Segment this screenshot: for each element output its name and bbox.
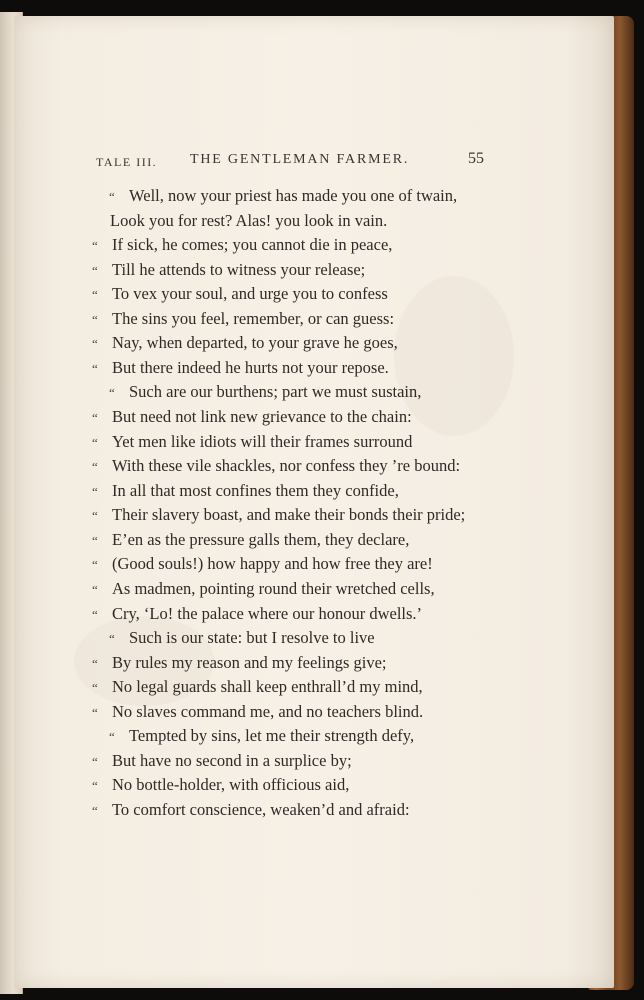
verse-line xyxy=(92,775,349,799)
verse-line-text: In all that most confines them they confide, xyxy=(112,480,399,500)
verse-line-text: Till he attends to witness your release; xyxy=(112,259,366,279)
paper-stain xyxy=(394,276,514,436)
verse-line-text: By rules my reason and my feelings give; xyxy=(112,652,387,672)
opening-quote-mark: “ xyxy=(92,508,98,524)
verse-line-text: Such is our state: but I resolve to live xyxy=(129,628,375,648)
verse-line-text: The sins you feel, remember, or can guess: xyxy=(112,308,395,328)
verse-line xyxy=(109,382,421,406)
verse-line xyxy=(109,186,457,210)
verse-line xyxy=(92,235,392,259)
verse-line-text: But there indeed he hurts not your repose. xyxy=(112,357,389,377)
verse-line xyxy=(92,800,410,824)
opening-quote-mark: “ xyxy=(92,753,98,769)
verse-line-text: No slaves command me, and no teachers blind. xyxy=(112,701,424,721)
verse-line xyxy=(92,554,433,578)
verse-line-text: Tempted by sins, let me their strength defy, xyxy=(129,726,415,746)
opening-quote-mark: “ xyxy=(92,778,98,794)
opening-quote-mark: “ xyxy=(92,532,98,548)
opening-quote-mark: “ xyxy=(92,238,98,254)
verse-line xyxy=(92,702,423,726)
verse-line xyxy=(110,211,387,235)
verse-line xyxy=(92,481,399,505)
verse-line xyxy=(92,456,460,480)
opening-quote-mark: “ xyxy=(92,680,98,696)
verse-line-text: Yet men like idiots will their frames surround xyxy=(112,431,413,451)
verse-line xyxy=(92,653,386,677)
opening-quote-mark: “ xyxy=(92,803,98,818)
opening-quote-mark: “ xyxy=(92,459,98,475)
verse-line-text: Nay, when departed, to your grave he goes, xyxy=(112,333,398,353)
verse-line xyxy=(92,358,389,382)
verse-line xyxy=(109,726,414,750)
running-head-tale: TALE III. xyxy=(96,155,158,169)
verse-line xyxy=(92,284,388,308)
verse-line-text: No legal guards shall keep enthrall’d my mind, xyxy=(112,677,423,697)
verse-line-text: But need not link new grievance to the chain: xyxy=(112,407,412,427)
opening-quote-mark: “ xyxy=(92,557,98,573)
opening-quote-mark: “ xyxy=(92,704,98,720)
opening-quote-mark: “ xyxy=(92,655,98,671)
verse-line-text: But have no second in a surplice by; xyxy=(112,750,352,770)
verse-line-text: To vex your soul, and urge you to confess xyxy=(112,284,388,304)
verse-line xyxy=(92,751,352,775)
opening-quote-mark: “ xyxy=(109,189,115,204)
verse-line xyxy=(92,505,465,529)
opening-quote-mark: “ xyxy=(92,311,98,327)
verse-line xyxy=(92,432,412,456)
opening-quote-mark: “ xyxy=(92,410,98,426)
verse-line xyxy=(92,407,412,431)
verse-line xyxy=(92,333,398,357)
verse-line-text: If sick, he comes; you cannot die in peace, xyxy=(112,235,393,255)
verse-line-text: (Good souls!) how happy and how free they are! xyxy=(112,554,433,574)
verse-line-text: Such are our burthens; part we must sustain, xyxy=(129,382,422,402)
opening-quote-mark: “ xyxy=(92,434,98,450)
verse-line xyxy=(92,677,423,701)
verse-line-text: Look you for rest? Alas! you look in vain. xyxy=(110,210,388,230)
verse-line-text: No bottle-holder, with officious aid, xyxy=(112,775,350,795)
verse-line xyxy=(92,604,422,628)
opening-quote-mark: “ xyxy=(92,262,98,278)
verse-line-text: Well, now your priest has made you one of twain, xyxy=(129,186,458,205)
opening-quote-mark: “ xyxy=(92,287,98,303)
verse-line xyxy=(92,309,394,333)
verse-line xyxy=(92,260,365,284)
verse-line xyxy=(109,628,375,652)
book-page xyxy=(14,16,614,988)
opening-quote-mark: “ xyxy=(92,581,98,597)
opening-quote-mark: “ xyxy=(109,729,115,745)
opening-quote-mark: “ xyxy=(92,483,98,499)
opening-quote-mark: “ xyxy=(92,606,98,622)
verse-line-text: To comfort conscience, weaken’d and afraid: xyxy=(112,800,410,819)
opening-quote-mark: “ xyxy=(92,336,98,352)
running-head xyxy=(14,136,614,169)
verse-line xyxy=(92,579,435,603)
opening-quote-mark: “ xyxy=(92,360,98,376)
opening-quote-mark: “ xyxy=(109,631,115,647)
page-number: 55 xyxy=(468,150,484,167)
verse-line-text: E’en as the pressure galls them, they declare, xyxy=(112,529,410,549)
opening-quote-mark: “ xyxy=(109,385,115,401)
verse-line-text: Their slavery boast, and make their bonds their pride; xyxy=(112,505,466,525)
running-head-title: THE GENTLEMAN FARMER. xyxy=(190,152,410,167)
verse-line xyxy=(92,530,409,554)
verse-line-text: Cry, ‘Lo! the palace where our honour dwells.’ xyxy=(112,603,423,623)
verse-line-text: As madmen, pointing round their wretched cells, xyxy=(112,578,435,598)
verse-line-text: With these vile shackles, nor confess they ’re bound: xyxy=(112,456,461,476)
